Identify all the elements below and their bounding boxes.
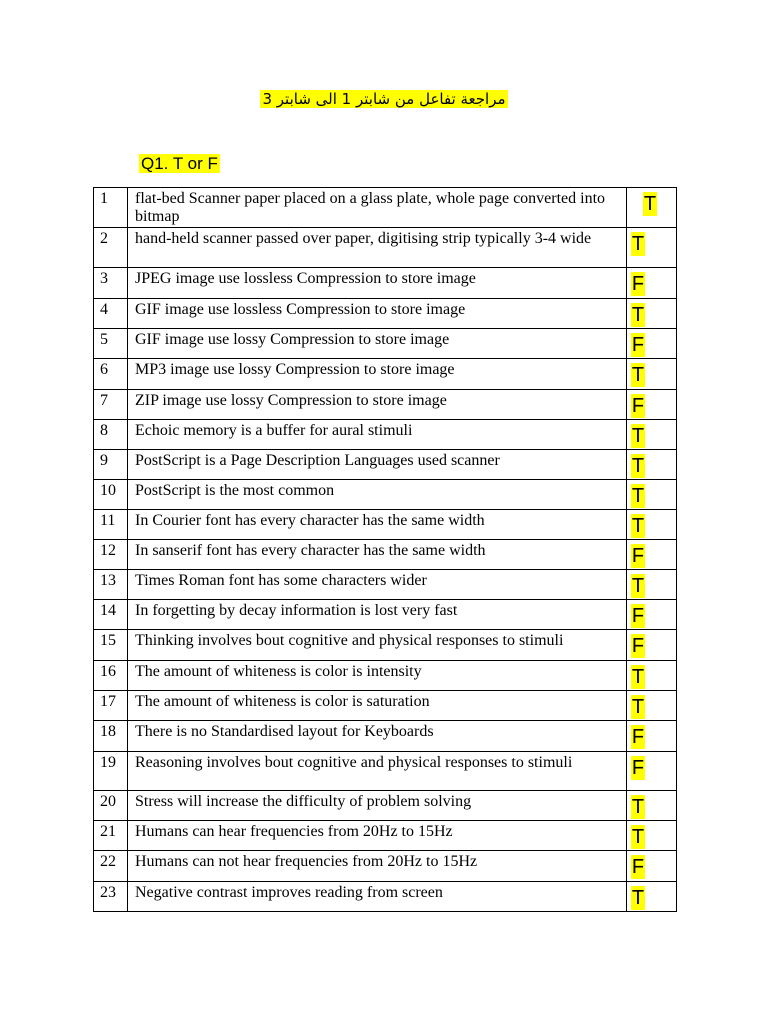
answer-mark: T <box>631 696 645 718</box>
row-number: 23 <box>94 882 128 912</box>
row-number: 8 <box>94 420 128 450</box>
question-text: In forgetting by decay information is lost very fast <box>128 600 627 630</box>
page-title-text: مراجعة تفاعل من شابتر 1 الى شابتر 3 <box>262 90 506 108</box>
row-number: 17 <box>94 691 128 721</box>
row-number: 12 <box>94 540 128 570</box>
answer-mark: T <box>631 233 645 255</box>
table-row <box>94 791 677 821</box>
answer-mark: F <box>631 856 645 878</box>
row-number: 19 <box>94 752 128 791</box>
answer-cell <box>627 691 677 721</box>
questions-table-body <box>94 188 677 912</box>
question-text: JPEG image use lossless Compression to store image <box>128 268 627 299</box>
table-row <box>94 630 677 661</box>
row-number: 2 <box>94 228 128 268</box>
question-text: GIF image use lossy Compression to store image <box>128 329 627 359</box>
answer-mark: F <box>631 726 645 748</box>
answer-mark: T <box>631 304 645 326</box>
row-number: 9 <box>94 450 128 480</box>
answer-mark: F <box>631 395 645 417</box>
table-row <box>94 851 677 882</box>
question-text: Reasoning involves bout cognitive and physical responses to stimuli <box>128 752 627 791</box>
answer-mark: T <box>631 455 645 477</box>
question-text: The amount of whiteness is color is saturation <box>128 691 627 721</box>
answer-cell <box>627 851 677 882</box>
page-title <box>0 89 768 109</box>
answer-mark: T <box>631 485 645 507</box>
question-text: Humans can hear frequencies from 20Hz to 15Hz <box>128 821 627 851</box>
answer-cell <box>627 510 677 540</box>
answer-mark: F <box>631 545 645 567</box>
questions-table <box>93 187 677 912</box>
answer-cell <box>627 791 677 821</box>
row-number: 13 <box>94 570 128 600</box>
table-row <box>94 752 677 791</box>
answer-mark: F <box>631 273 645 295</box>
answer-mark: T <box>631 515 645 537</box>
table-row <box>94 299 677 329</box>
answer-cell <box>627 540 677 570</box>
question-text: ZIP image use lossy Compression to store image <box>128 390 627 420</box>
answer-cell <box>627 420 677 450</box>
question-text: In sanserif font has every character has the same width <box>128 540 627 570</box>
table-row <box>94 661 677 691</box>
answer-cell <box>627 821 677 851</box>
question-text: MP3 image use lossy Compression to store image <box>128 359 627 390</box>
row-number: 14 <box>94 600 128 630</box>
question-text: Thinking involves bout cognitive and physical responses to stimuli <box>128 630 627 661</box>
table-row <box>94 450 677 480</box>
section-heading <box>139 153 220 175</box>
table-row <box>94 480 677 510</box>
question-text: PostScript is a Page Description Languages used scanner <box>128 450 627 480</box>
answer-mark: F <box>631 635 645 657</box>
answer-cell <box>627 752 677 791</box>
table-row <box>94 359 677 390</box>
answer-cell <box>627 390 677 420</box>
answer-mark: F <box>631 757 645 779</box>
row-number: 15 <box>94 630 128 661</box>
answer-cell <box>627 450 677 480</box>
question-text: Stress will increase the difficulty of problem solving <box>128 791 627 821</box>
answer-cell <box>627 188 677 228</box>
answer-cell <box>627 329 677 359</box>
table-row <box>94 268 677 299</box>
table-row <box>94 821 677 851</box>
row-number: 4 <box>94 299 128 329</box>
question-text: GIF image use lossless Compression to store image <box>128 299 627 329</box>
answer-cell <box>627 359 677 390</box>
question-text: In Courier font has every character has the same width <box>128 510 627 540</box>
answer-cell <box>627 570 677 600</box>
row-number: 20 <box>94 791 128 821</box>
section-heading-text: Q1. T or F <box>141 154 218 173</box>
answer-mark: T <box>631 887 645 909</box>
row-number: 7 <box>94 390 128 420</box>
answer-cell <box>627 480 677 510</box>
answer-cell <box>627 228 677 268</box>
row-number: 1 <box>94 188 128 228</box>
row-number: 10 <box>94 480 128 510</box>
answer-cell <box>627 299 677 329</box>
table-row <box>94 600 677 630</box>
answer-mark: T <box>631 666 645 688</box>
question-text: The amount of whiteness is color is intensity <box>128 661 627 691</box>
answer-cell <box>627 600 677 630</box>
table-row <box>94 420 677 450</box>
question-text: There is no Standardised layout for Keyboards <box>128 721 627 752</box>
table-row <box>94 228 677 268</box>
answer-mark: T <box>631 425 645 447</box>
question-text: Humans can not hear frequencies from 20Hz to 15Hz <box>128 851 627 882</box>
question-text: Negative contrast improves reading from screen <box>128 882 627 912</box>
question-text: PostScript is the most common <box>128 480 627 510</box>
row-number: 11 <box>94 510 128 540</box>
answer-cell <box>627 721 677 752</box>
answer-cell <box>627 630 677 661</box>
answer-cell <box>627 882 677 912</box>
row-number: 21 <box>94 821 128 851</box>
answer-cell <box>627 661 677 691</box>
answer-mark: T <box>631 364 645 386</box>
question-text: Times Roman font has some characters wider <box>128 570 627 600</box>
table-row <box>94 882 677 912</box>
answer-mark: F <box>631 334 645 356</box>
table-row <box>94 721 677 752</box>
table-row <box>94 329 677 359</box>
answer-cell <box>627 268 677 299</box>
answer-mark: T <box>643 193 657 215</box>
answer-mark: T <box>631 575 645 597</box>
table-row <box>94 188 677 228</box>
row-number: 16 <box>94 661 128 691</box>
row-number: 18 <box>94 721 128 752</box>
table-row <box>94 570 677 600</box>
answer-mark: F <box>631 605 645 627</box>
row-number: 3 <box>94 268 128 299</box>
answer-mark: T <box>631 826 645 848</box>
table-row <box>94 510 677 540</box>
row-number: 6 <box>94 359 128 390</box>
table-row <box>94 691 677 721</box>
question-text: hand-held scanner passed over paper, digitising strip typically 3-4 wide <box>128 228 627 268</box>
row-number: 5 <box>94 329 128 359</box>
question-text: flat-bed Scanner paper placed on a glass plate, whole page converted into bitmap <box>128 188 627 228</box>
answer-mark: T <box>631 796 645 818</box>
question-text: Echoic memory is a buffer for aural stimuli <box>128 420 627 450</box>
table-row <box>94 540 677 570</box>
row-number: 22 <box>94 851 128 882</box>
table-row <box>94 390 677 420</box>
